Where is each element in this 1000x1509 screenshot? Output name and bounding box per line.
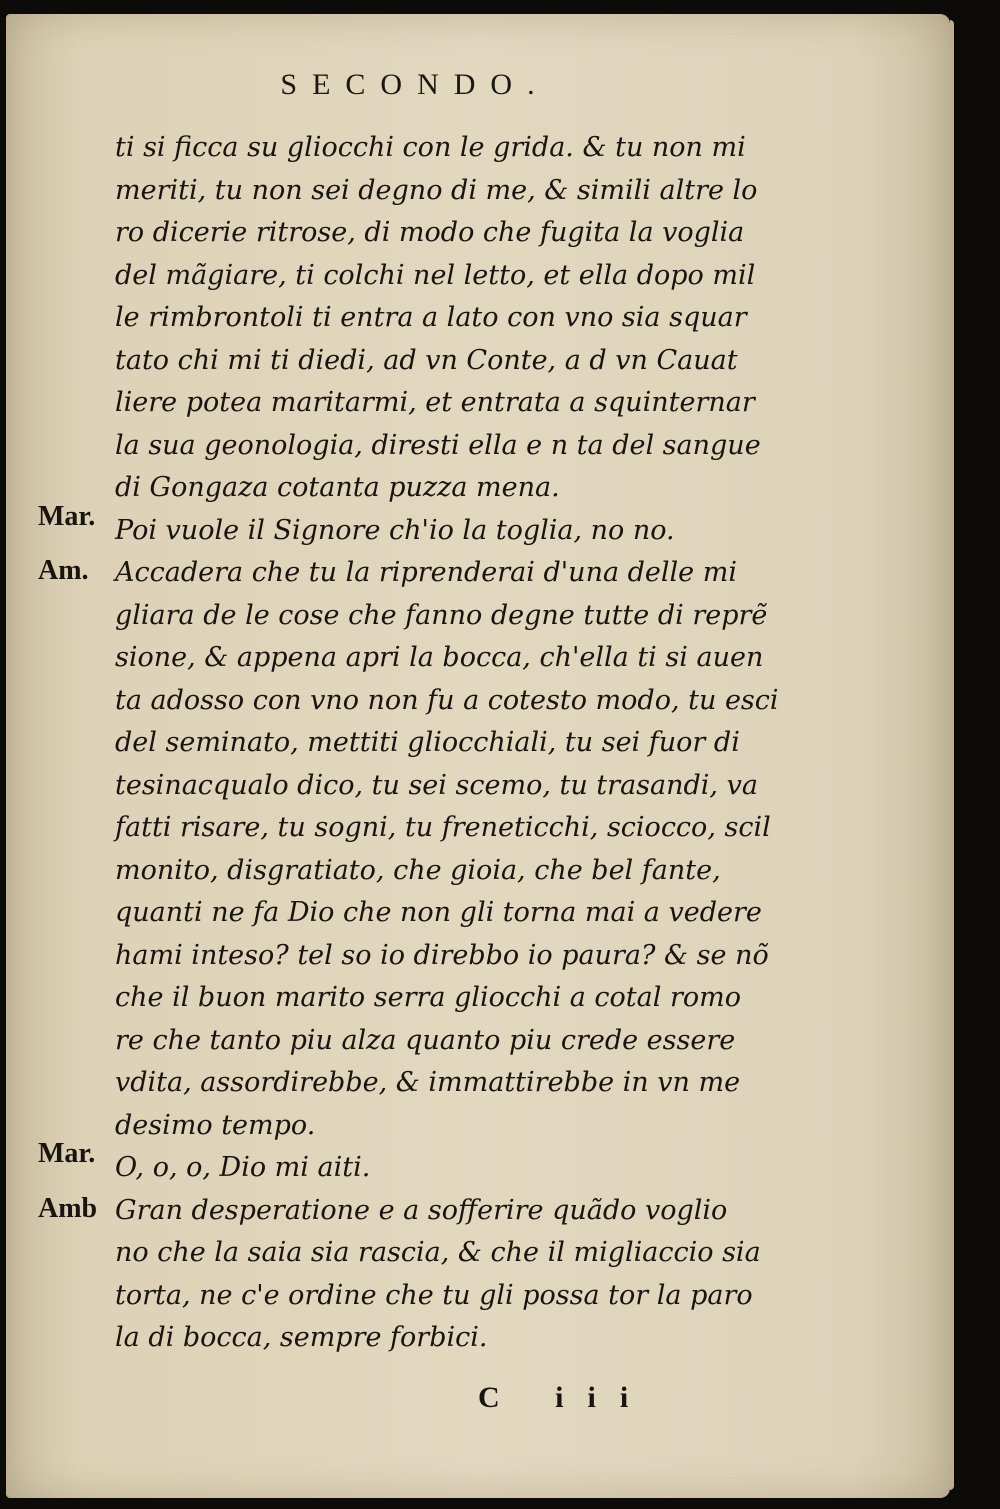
text-line: desimo tempo. (115, 1109, 316, 1141)
text-line: re che tanto piu alza quanto piu crede essere (115, 1024, 736, 1056)
text-line: torta, ne c'e ordine che tu gli possa tor la paro (115, 1279, 753, 1311)
text-line: le rimbrontoli ti entra a lato con vno sia squar (115, 302, 747, 333)
text-line: Gran desperatione e a sofferire quãdo voglio (115, 1194, 728, 1226)
text-line: Accadera che tu la riprenderai d'una delle mi (115, 557, 737, 588)
text-line: del mãgiare, ti colchi nel letto, et ella dopo mil (115, 259, 756, 291)
text-line: sione, & appena apri la bocca, ch'ella ti si auen (115, 642, 764, 673)
speaker-label: Amb (38, 1192, 98, 1224)
text-line: hami inteso? tel so io direbbo io paura? & se nõ (115, 939, 769, 971)
text-line: di Gongaza cotanta puzza mena. (115, 472, 560, 503)
text-line: vdita, assordirebbe, & immattirebbe in vn me (115, 1067, 741, 1098)
text-line: gliara de le cose che fanno degne tutte di reprẽ (115, 599, 768, 631)
running-head: SECONDO. (280, 68, 550, 101)
page-edge (950, 20, 954, 1490)
text-line: quanti ne fa Dio che non gli torna mai a vedere (115, 897, 762, 928)
text-line: tesinacqualo dico, tu sei scemo, tu trasandi, va (115, 769, 758, 801)
signature-mark: C iii (478, 1380, 653, 1414)
speaker-label: Am. (38, 555, 89, 586)
speaker-label: Mar. (38, 1138, 96, 1169)
text-line: ro dicerie ritrose, di modo che fugita la voglia (115, 217, 745, 248)
text-line: Poi vuole il Signore ch'io la toglia, no no. (115, 514, 675, 546)
text-line: fatti risare, tu sogni, tu freneticchi, sciocco, scil (115, 812, 771, 843)
text-line: che il buon marito serra gliocchi a cotal romo (115, 982, 741, 1013)
text-line: tato chi mi ti diedi, ad vn Conte, a d vn Cauat (115, 344, 738, 376)
text-line: la sua geonologia, diresti ella e n ta del sangue (115, 429, 761, 461)
text-line: ti si ficca su gliocchi con le grida. & tu non mi (115, 132, 746, 163)
text-line: ta adosso con vno non fu a cotesto modo, tu esci (115, 684, 779, 716)
text-line: monito, disgratiato, che gioia, che bel fante, (115, 854, 721, 886)
text-line: del seminato, mettiti gliocchiali, tu sei fuor di (115, 727, 740, 758)
text-line: no che la saia sia rascia, & che il migliaccio sia (115, 1237, 761, 1268)
speaker-label: Mar. (38, 500, 96, 532)
text-line: meriti, tu non sei degno di me, & simili altre lo (115, 174, 758, 206)
text-line: liere potea maritarmi, et entrata a squinternar (115, 387, 755, 418)
text-line: O, o, o, Dio mi aiti. (115, 1152, 371, 1183)
text-line: la di bocca, sempre forbici. (115, 1322, 488, 1353)
